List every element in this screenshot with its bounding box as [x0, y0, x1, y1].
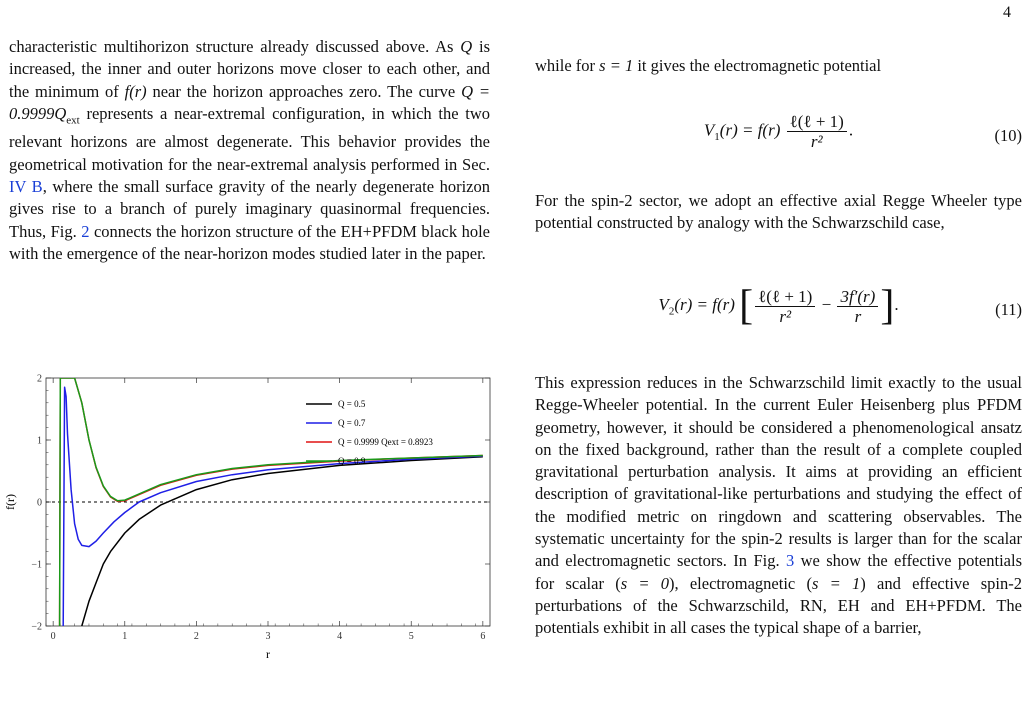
x-tick-label: 4: [337, 631, 343, 642]
legend-label-1: Q = 0.7: [338, 418, 366, 428]
x-tick-label: 3: [265, 631, 271, 642]
left-column-paragraph: characteristic multihorizon structure already discussed above. As Q is increased, the inner and outer horizons move closer to each other, and the minimum of f(r) near the horizon approaches zero. The curve $Q = 0.9999Q_{ext}$ represents a near-extremal configuration, in which the two relevant horizons are almost degenerate. This behavior provides the geometrical motivation for the near-extremal analysis performed in Sec. IV B, where the small surface gravity of the nearly degenerate horizon gives rise to a branch of purely imaginary quasinormal frequencies. Thus, Fig. 2 connects the horizon structure of the EH+PFDM black hole with the emergence of the near-horizon modes studied later in the paper.: [9, 37, 491, 263]
spin2-intro: For the spin-2 sector, we adopt an effective axial Regge Wheeler type potential constructed by analogy with the Schwarzschild case,: [535, 191, 1022, 233]
x-tick-label: 0: [50, 631, 56, 642]
right-paragraph-3: This expression reduces in the Schwarzschild limit exactly to the usual Regge-Wheeler potential. In the current Euler Heisenberg plus PFDM geometry, however, it should be considered a phenomenological ansatz on the fixed background, rather than the result of a complete coupled gravitational perturbation analysis. It aims at providing an efficient description of gravitational-like perturbations and studying the effect of the modified metric on ringdown and scattering observables. The systematic uncertainty for the spin-2 results is larger than for the scalar and electromagnetic sectors. In Fig. 3 we show the effective potentials for scalar (s = 0), electromagnetic (s = 1) and effective spin-2 perturbations of the Schwarzschild, RN, EH and EH+PFDM. The potentials exhibit in all cases the typical shape of a barrier,: [535, 373, 1022, 638]
section-link[interactable]: IV B: [9, 177, 43, 197]
legend-label-0: Q = 0.5: [338, 399, 366, 409]
equation-10: $V_1(r) = f(r)$ $\frac{\text{ℓ(ℓ + 1)}}{\text{r²}}$ . (10): [703, 112, 1022, 151]
legend-label-3: Q = 0.9: [338, 456, 366, 466]
series-line-1: [63, 387, 483, 626]
equation-11: $V_2(r) = f(r)$ [ $\frac{\text{ℓ(ℓ + 1)}}{\text{r²}}$ − $\frac{3f'(r)}{r}$ ]. (11): [658, 283, 1022, 329]
x-tick-label: 5: [408, 631, 414, 642]
y-tick-label: −2: [31, 621, 42, 633]
series-line-0: [82, 457, 483, 626]
fr-chart-svg: [0, 368, 500, 668]
page-number: 4: [1003, 4, 1011, 21]
x-tick-label: 2: [193, 631, 199, 642]
x-axis-label: r: [266, 647, 270, 661]
y-tick-label: −1: [31, 559, 42, 571]
figure-fr-plot: [0, 368, 500, 668]
figure-3-link[interactable]: 3: [785, 551, 795, 571]
y-tick-label: 1: [37, 435, 42, 447]
x-tick-label: 1: [122, 631, 128, 642]
x-tick-label: 6: [480, 631, 486, 642]
y-tick-label: 0: [37, 497, 42, 509]
right-intro: while for s = 1 it gives the electromagnetic potential: [535, 56, 882, 75]
equation-11-number: (11): [995, 300, 1022, 319]
equation-10-number: (10): [994, 126, 1022, 145]
y-tick-label: 2: [37, 373, 42, 385]
y-axis-label: f(r): [3, 494, 17, 510]
legend-label-2: Q = 0.9999 Qext = 0.8923: [338, 437, 433, 447]
figure-2-link[interactable]: 2: [81, 221, 90, 241]
